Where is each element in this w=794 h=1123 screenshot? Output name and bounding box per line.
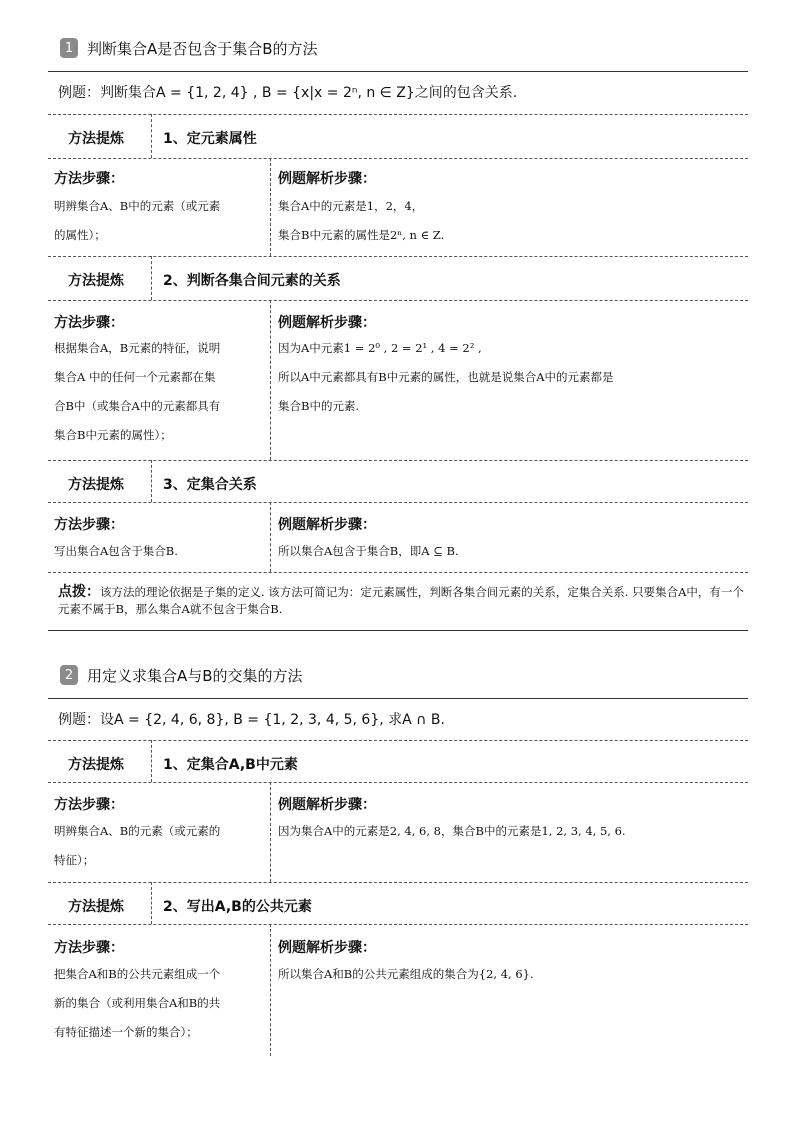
- divider: [48, 502, 748, 503]
- divider: [48, 460, 748, 461]
- steps-label: 方法步骤：: [54, 940, 124, 956]
- analysis-label: 例题解析步骤：: [278, 797, 376, 813]
- section2-title: 用定义求集合A与B的交集的方法: [87, 666, 303, 685]
- divider: [270, 924, 271, 1056]
- method-tag: 方法提炼: [68, 273, 124, 289]
- steps-line: 合B中（或集合A中的元素都具有: [54, 399, 221, 413]
- steps-line: 新的集合（或利用集合A和B的共: [54, 996, 221, 1010]
- steps-line: 根据集合A，B元素的特征，说明: [54, 341, 221, 355]
- divider: [48, 740, 748, 741]
- steps-line: 的属性）；: [54, 228, 106, 242]
- analysis-line: 集合B中元素的属性是2ⁿ, n ∈ Z.: [278, 228, 445, 242]
- steps-line: 明辨集合A、B中的元素（或元素: [54, 199, 221, 213]
- divider: [270, 158, 271, 256]
- divider: [48, 924, 748, 925]
- steps-label: 方法步骤：: [54, 517, 124, 533]
- divider: [270, 300, 271, 460]
- divider: [151, 740, 152, 782]
- divider: [48, 158, 748, 159]
- section2-header: [48, 662, 303, 688]
- steps-line: 把集合A和B的公共元素组成一个: [54, 967, 221, 981]
- method-title: 3、定集合关系: [163, 477, 257, 493]
- section1-header: [48, 35, 318, 61]
- divider: [270, 782, 271, 882]
- analysis-text: [278, 334, 614, 421]
- analysis-line: 所以集合A包含于集合B，即A ⊆ B.: [278, 544, 459, 558]
- divider: [48, 300, 748, 301]
- analysis-text: [278, 537, 459, 566]
- divider: [48, 572, 748, 573]
- divider: [48, 630, 748, 631]
- analysis-label: 例题解析步骤：: [278, 940, 376, 956]
- divider: [48, 114, 748, 115]
- divider: [48, 782, 748, 783]
- method-title: 2、写出A,B的公共元素: [163, 899, 312, 915]
- divider: [48, 71, 748, 72]
- tip-text: 该方法的理论依据是子集的定义. 该方法可简记为：定元素属性，判断各集合间元素的关系，定集合关系. 只要集合A中，有一个元素不属于B，那么集合A就不包含于集合B.: [58, 585, 744, 616]
- analysis-text: [278, 192, 444, 250]
- method-title: 2、判断各集合间元素的关系: [163, 273, 341, 289]
- method-title: 1、定元素属性: [163, 131, 257, 147]
- steps-text: [54, 817, 220, 875]
- analysis-line: 因为A中元素1 = 2⁰ , 2 = 2¹ , 4 = 2² ,: [278, 341, 482, 355]
- analysis-label: 例题解析步骤：: [278, 171, 376, 187]
- steps-text: [54, 192, 220, 250]
- steps-text: [54, 537, 178, 566]
- section1-example: 例题：判断集合A = {1, 2, 4} , B = {x|x = 2ⁿ, n ∈ Z}之间的包含关系.: [58, 85, 518, 101]
- analysis-line: 集合A中的元素是1，2，4，: [278, 199, 424, 213]
- analysis-line: 所以集合A和B的公共元素组成的集合为{2, 4, 6}.: [278, 967, 534, 981]
- analysis-label: 例题解析步骤：: [278, 517, 376, 533]
- divider: [151, 114, 152, 158]
- steps-label: 方法步骤：: [54, 171, 124, 187]
- tip-note: [58, 584, 748, 618]
- method-tag: 方法提炼: [68, 131, 124, 147]
- steps-line: 写出集合A包含于集合B.: [54, 544, 178, 558]
- analysis-text: [278, 960, 534, 989]
- divider: [270, 502, 271, 572]
- tip-label: 点拨：: [58, 584, 100, 600]
- divider: [151, 882, 152, 924]
- divider: [48, 698, 748, 699]
- analysis-line: 所以A中元素都具有B中元素的属性，也就是说集合A中的元素都是: [278, 370, 614, 384]
- steps-text: [54, 334, 220, 450]
- method-title: 1、定集合A,B中元素: [163, 757, 298, 773]
- method-tag: 方法提炼: [68, 477, 124, 493]
- section2-example: 例题：设A = {2, 4, 6, 8}, B = {1, 2, 3, 4, 5, 6}, 求A ∩ B.: [58, 712, 445, 728]
- steps-label: 方法步骤：: [54, 315, 124, 331]
- analysis-line: 因为集合A中的元素是2, 4, 6, 8，集合B中的元素是1, 2, 3, 4, 5, 6.: [278, 824, 626, 838]
- analysis-text: [278, 817, 626, 846]
- section1-title: 判断集合A是否包含于集合B的方法: [87, 39, 318, 58]
- section2-number-badge: 2: [60, 665, 78, 685]
- analysis-label: 例题解析步骤：: [278, 315, 376, 331]
- steps-line: 有特征描述一个新的集合）；: [54, 1025, 198, 1039]
- divider: [151, 256, 152, 300]
- divider: [151, 460, 152, 502]
- steps-line: 集合A 中的任何一个元素都在集: [54, 370, 216, 384]
- steps-line: 明辨集合A、B的元素（或元素的: [54, 824, 221, 838]
- method-tag: 方法提炼: [68, 757, 124, 773]
- steps-text: [54, 960, 220, 1047]
- steps-line: 集合B中元素的属性）；: [54, 428, 172, 442]
- steps-line: 特征）；: [54, 853, 95, 867]
- analysis-line: 集合B中的元素.: [278, 399, 360, 413]
- steps-label: 方法步骤：: [54, 797, 124, 813]
- divider: [48, 882, 748, 883]
- divider: [48, 256, 748, 257]
- method-tag: 方法提炼: [68, 899, 124, 915]
- section1-number-badge: 1: [60, 38, 78, 58]
